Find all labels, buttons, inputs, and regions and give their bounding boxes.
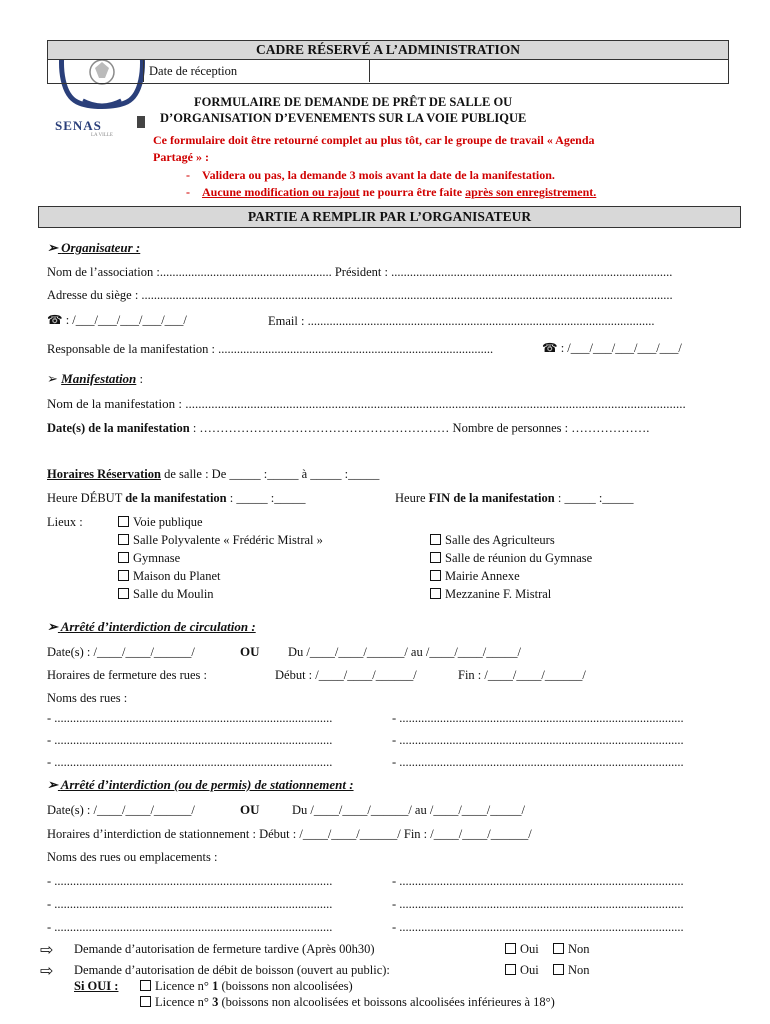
circulation-noms-label: Noms des rues : <box>47 691 128 705</box>
stationnement-horaires-field[interactable]: Horaires d’interdiction de stationnement : Début : /____/____/______/ Fin : /____/____/______/ <box>47 827 532 841</box>
checkbox <box>505 964 516 975</box>
notice-bullet2: - Aucune modification ou rajout ne pourra être faite après son enregistrement. <box>186 185 597 199</box>
stationnement-rue-2[interactable]: - ........................................................................................... <box>392 874 684 888</box>
checkbox <box>118 570 129 581</box>
circulation-rue-4[interactable]: - ........................................................................................... <box>392 733 684 747</box>
asso-field[interactable]: Nom de l’association :....................................................... Président : .......................................................................................... <box>47 265 673 279</box>
checkbox <box>430 570 441 581</box>
lieu-mezzanine[interactable]: Mezzanine F. Mistral <box>430 587 551 602</box>
si-oui-label: Si OUI : <box>74 979 119 993</box>
arrow-icon: ➢ <box>47 619 58 634</box>
right-arrow-icon: ⇨ <box>40 942 54 959</box>
checkbox <box>430 534 441 545</box>
stationnement-du-field[interactable]: Du /____/____/______/ au /____/____/_____/ <box>292 803 525 817</box>
right-arrow-icon: ⇨ <box>40 963 54 980</box>
circulation-debut-field[interactable]: Début : /____/____/______/ <box>275 668 417 682</box>
admin-date-field[interactable] <box>370 60 727 82</box>
arrow-icon: ➢ <box>47 371 58 386</box>
heure-fin-field[interactable]: Heure FIN de la manifestation : _____ :_____ <box>395 491 634 505</box>
arrow-icon: ➢ <box>47 240 58 255</box>
circulation-rue-1[interactable]: - ......................................................................................... <box>47 711 333 725</box>
lieu-voie-publique[interactable]: Voie publique <box>118 515 203 530</box>
stationnement-rue-3[interactable]: - ......................................................................................... <box>47 897 333 911</box>
debit-boisson-label: Demande d’autorisation de débit de boisson (ouvert au public): <box>74 963 390 977</box>
debit-oui[interactable]: Oui <box>505 963 539 978</box>
lieu-salle-reunion-gymnase[interactable]: Salle de réunion du Gymnase <box>430 551 592 566</box>
lieu-maison-planet[interactable]: Maison du Planet <box>118 569 221 584</box>
lieu-salle-agriculteurs[interactable]: Salle des Agriculteurs <box>430 533 555 548</box>
stationnement-ou: OU <box>240 802 260 817</box>
phone-icon: ☎ <box>47 313 63 327</box>
phone-icon: ☎ <box>542 341 558 355</box>
debit-non[interactable]: Non <box>553 963 590 978</box>
stationnement-rue-4[interactable]: - ........................................................................................... <box>392 897 684 911</box>
checkbox <box>118 552 129 563</box>
circulation-fin-field[interactable]: Fin : /____/____/______/ <box>458 668 586 682</box>
email-field[interactable]: Email : ............................................................................................................... <box>268 314 655 328</box>
circulation-dates-field[interactable]: Date(s) : /____/____/______/ <box>47 645 195 659</box>
dates-manifestation-field[interactable]: Date(s) de la manifestation : …………………………………………………… Nombre de personnes : ………………. <box>47 421 650 435</box>
lieu-gymnase[interactable]: Gymnase <box>118 551 180 566</box>
arrow-icon: ➢ <box>47 777 58 792</box>
fermeture-tardive-label: Demande d’autorisation de fermeture tardive (Après 00h30) <box>74 942 375 956</box>
admin-box <box>47 40 729 84</box>
stationnement-rue-1[interactable]: - ......................................................................................... <box>47 874 333 888</box>
stationnement-dates-field[interactable]: Date(s) : /____/____/______/ <box>47 803 195 817</box>
checkbox <box>430 552 441 563</box>
licence-1[interactable]: Licence n° 1 (boissons non alcoolisées) <box>140 979 353 994</box>
form-title-line2: D’ORGANISATION D’EVENEMENTS SUR LA VOIE PUBLIQUE <box>160 111 527 125</box>
circulation-ou: OU <box>240 644 260 659</box>
notice-line2: Partagé » : <box>153 150 209 164</box>
section-header-organisateur: PARTIE A REMPLIR PAR L’ORGANISATEUR <box>38 206 741 228</box>
siege-field[interactable]: Adresse du siège : .......................................................................................................................................................................... <box>47 288 673 302</box>
notice-line1: Ce formulaire doit être retourné complet au plus tôt, car le groupe de travail « Agenda <box>153 133 595 147</box>
lieu-salle-polyvalente[interactable]: Salle Polyvalente « Frédéric Mistral » <box>118 533 323 548</box>
circulation-du-field[interactable]: Du /____/____/______/ au /____/____/_____/ <box>288 645 521 659</box>
logo-name: SENAS <box>55 118 102 133</box>
checkbox <box>140 980 151 991</box>
checkbox <box>553 964 564 975</box>
lieu-salle-moulin[interactable]: Salle du Moulin <box>118 587 214 602</box>
checkbox <box>430 588 441 599</box>
heading-stationnement: ➢ Arrêté d’interdiction (ou de permis) de stationnement : <box>47 777 354 792</box>
admin-header: CADRE RÉSERVÉ A L’ADMINISTRATION <box>48 41 728 60</box>
heure-debut-field[interactable]: Heure DÉBUT de la manifestation : _____ :_____ <box>47 491 306 505</box>
circulation-rue-3[interactable]: - ......................................................................................... <box>47 733 333 747</box>
tel-field[interactable]: ☎ : /___/___/___/___/___/ <box>47 313 187 327</box>
nom-manifestation-field[interactable]: Nom de la manifestation : .......................................................................................................................................................... <box>47 396 686 411</box>
checkbox <box>118 588 129 599</box>
checkbox <box>553 943 564 954</box>
fermeture-oui[interactable]: Oui <box>505 942 539 957</box>
responsable-field[interactable]: Responsable de la manifestation : ........................................................................................ <box>47 342 494 356</box>
stationnement-rue-6[interactable]: - ........................................................................................... <box>392 920 684 934</box>
horaires-reservation-field[interactable]: Horaires Réservation de salle : De _____ :_____ à _____ :_____ <box>47 467 380 481</box>
notice-bullet1: - Validera ou pas, la demande 3 mois avant la date de la manifestation. <box>186 168 555 182</box>
heading-manifestation: ➢ Manifestation : <box>47 371 144 386</box>
licence-3[interactable]: Licence n° 3 (boissons non alcoolisées et boissons alcoolisées inférieures à 18°) <box>140 995 555 1010</box>
form-title-line1: FORMULAIRE DE DEMANDE DE PRÊT DE SALLE OU <box>194 95 513 109</box>
lieux-label: Lieux : <box>47 515 83 529</box>
stationnement-rue-5[interactable]: - ......................................................................................... <box>47 920 333 934</box>
heading-circulation: ➢ Arrêté d’interdiction de circulation : <box>47 619 256 634</box>
checkbox <box>505 943 516 954</box>
logo-tower-icon <box>137 116 145 128</box>
circulation-rue-2[interactable]: - ........................................................................................... <box>392 711 684 725</box>
checkbox <box>118 516 129 527</box>
circulation-horaires-label: Horaires de fermeture des rues : <box>47 668 207 682</box>
circulation-rue-5[interactable]: - ......................................................................................... <box>47 755 333 769</box>
responsable-tel-field[interactable]: ☎ : /___/___/___/___/___/ <box>542 341 682 355</box>
fermeture-non[interactable]: Non <box>553 942 590 957</box>
circulation-rue-6[interactable]: - ........................................................................................... <box>392 755 684 769</box>
checkbox <box>118 534 129 545</box>
logo-sub: LA VILLE <box>91 133 113 138</box>
heading-organisateur: ➢ Organisateur : <box>47 240 141 255</box>
lieu-mairie-annexe[interactable]: Mairie Annexe <box>430 569 520 584</box>
checkbox <box>140 996 151 1007</box>
admin-date-label: Date de réception <box>144 60 370 82</box>
stationnement-noms-label: Noms des rues ou emplacements : <box>47 850 218 864</box>
